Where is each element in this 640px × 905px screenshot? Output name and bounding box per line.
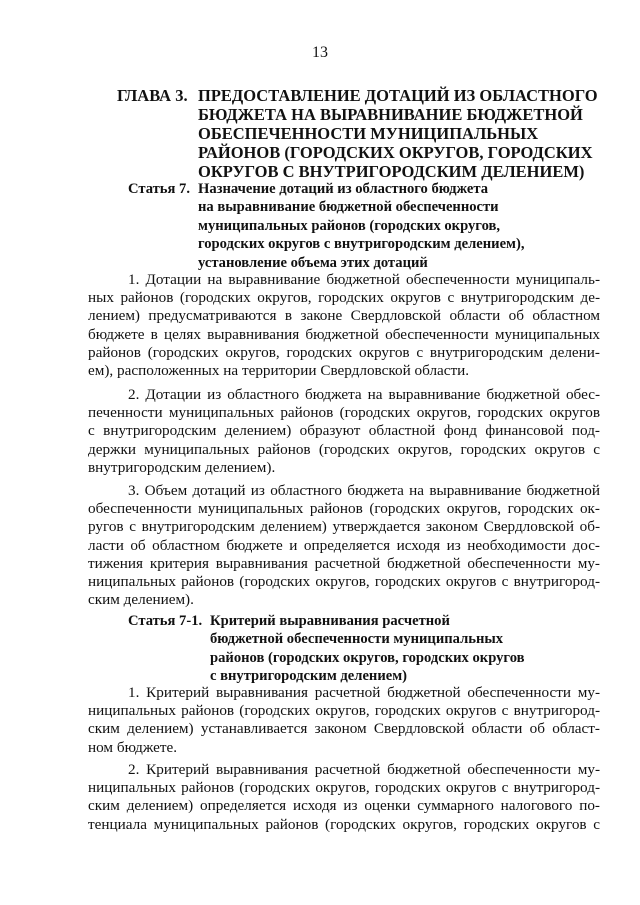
article-7-1-paragraph-2: [88, 761, 600, 834]
text-line: ским делением) устанавливается законом Свердловской области об област-: [88, 720, 600, 738]
text-line: районов (городских округов, городских округов с внутригородским делени-: [88, 343, 600, 361]
chapter-title-line: ОБЕСПЕЧЕННОСТИ МУНИЦИПАЛЬНЫХ: [198, 124, 539, 143]
text-line: лением) предусматриваются в законе Свердловской области об областном: [88, 307, 600, 325]
text-line: 1. Дотации на выравнивание бюджетной обеспеченности муниципаль-: [128, 271, 600, 288]
text-line: 3. Объем дотаций из областного бюджета на выравнивание бюджетной: [128, 482, 600, 499]
text-line: ниципальных районов (городских округов, городских округов с внутригород-: [88, 702, 600, 720]
chapter-title-line: ПРЕДОСТАВЛЕНИЕ ДОТАЦИЙ ИЗ ОБЛАСТНОГО: [198, 86, 598, 105]
text-line: с внутригородским делением) образуют областной фонд финансовой под-: [88, 422, 600, 440]
article-7-label: Статья 7.: [128, 181, 190, 197]
article-7-1-label: Статья 7-1.: [128, 613, 203, 629]
article-7-1-title-line: бюджетной обеспеченности муниципальных: [210, 631, 504, 648]
chapter-heading: [117, 86, 597, 186]
article-7-heading: [128, 180, 598, 272]
article-7-1-title-line: Критерий выравнивания расчетной: [210, 613, 450, 629]
chapter-label: ГЛАВА 3.: [117, 86, 188, 105]
text-line: ниципальных районов (городских округов, городских округов с внутригород-: [88, 779, 600, 797]
text-line: 2. Дотации из областного бюджета на выравнивание бюджетной обес-: [128, 386, 600, 403]
text-line: обеспеченности муниципальных районов (городских округов, городских ок-: [88, 500, 600, 518]
text-line: внутригородским делением).: [88, 458, 276, 476]
article-7-1-paragraph-1: [88, 684, 600, 757]
chapter-title-line: ОКРУГОВ С ВНУТРИГОРОДСКИМ ДЕЛЕНИЕМ): [198, 162, 585, 181]
article-7-1-title-line: районов (городских округов, городских округов: [210, 649, 525, 666]
text-line: тенциала муниципальных районов (городских округов, городских округов с: [88, 815, 600, 833]
text-line: ных районов (городских округов, городских округов с внутригородским де-: [88, 289, 600, 307]
article-7-title-line: муниципальных районов (городских округов,: [198, 217, 501, 234]
text-line: ругов с внутригородским делением) утверждается законом Свердловской об-: [88, 518, 600, 536]
chapter-title-line: РАЙОНОВ (ГОРОДСКИХ ОКРУГОВ, ГОРОДСКИХ: [198, 143, 593, 162]
article-7-title-line: установление объема этих дотаций: [198, 254, 428, 271]
article-7-title-line: на выравнивание бюджетной обеспеченности: [198, 199, 499, 216]
article-7-paragraph-2: [88, 386, 600, 477]
article-7-title-line: Назначение дотаций из областного бюджета: [198, 181, 488, 197]
text-line: ном бюджете.: [88, 738, 178, 756]
article-7-paragraph-3: [88, 482, 600, 609]
text-line: 1. Критерий выравнивания расчетной бюджетной обеспеченности му-: [128, 684, 600, 701]
chapter-title-line: БЮДЖЕТА НА ВЫРАВНИВАНИЕ БЮДЖЕТНОЙ: [198, 105, 583, 124]
text-line: тижения критерия выравнивания расчетной бюджетной обеспеченности му-: [88, 554, 600, 572]
article-7-1-title-line: с внутригородским делением): [210, 668, 408, 685]
text-line: бюджете в целях выравнивания бюджетной обеспеченности муниципальных: [88, 325, 600, 343]
text-line: ским делением) определяется исходя из оценки суммарного налогового по-: [88, 797, 600, 815]
text-line: ским делением).: [88, 591, 194, 609]
text-line: ниципальных районов (городских округов, городских округов с внутригород-: [88, 572, 600, 590]
page-number: 13: [312, 44, 328, 61]
article-7-title-line: городских округов с внутригородским делением),: [198, 236, 525, 253]
text-line: держки муниципальных районов (городских округов, городских округов с: [88, 440, 600, 458]
text-line: 2. Критерий выравнивания расчетной бюджетной обеспеченности му-: [128, 761, 600, 778]
text-line: печенности муниципальных районов (городских округов, городских округов: [88, 404, 600, 422]
article-7-1-heading: [128, 612, 598, 686]
article-7-paragraph-1: [88, 271, 600, 380]
text-line: ласти об областном бюджете и определяется исходя из необходимости дос-: [88, 536, 600, 554]
text-line: ем), расположенных на территории Свердловской области.: [88, 361, 470, 379]
